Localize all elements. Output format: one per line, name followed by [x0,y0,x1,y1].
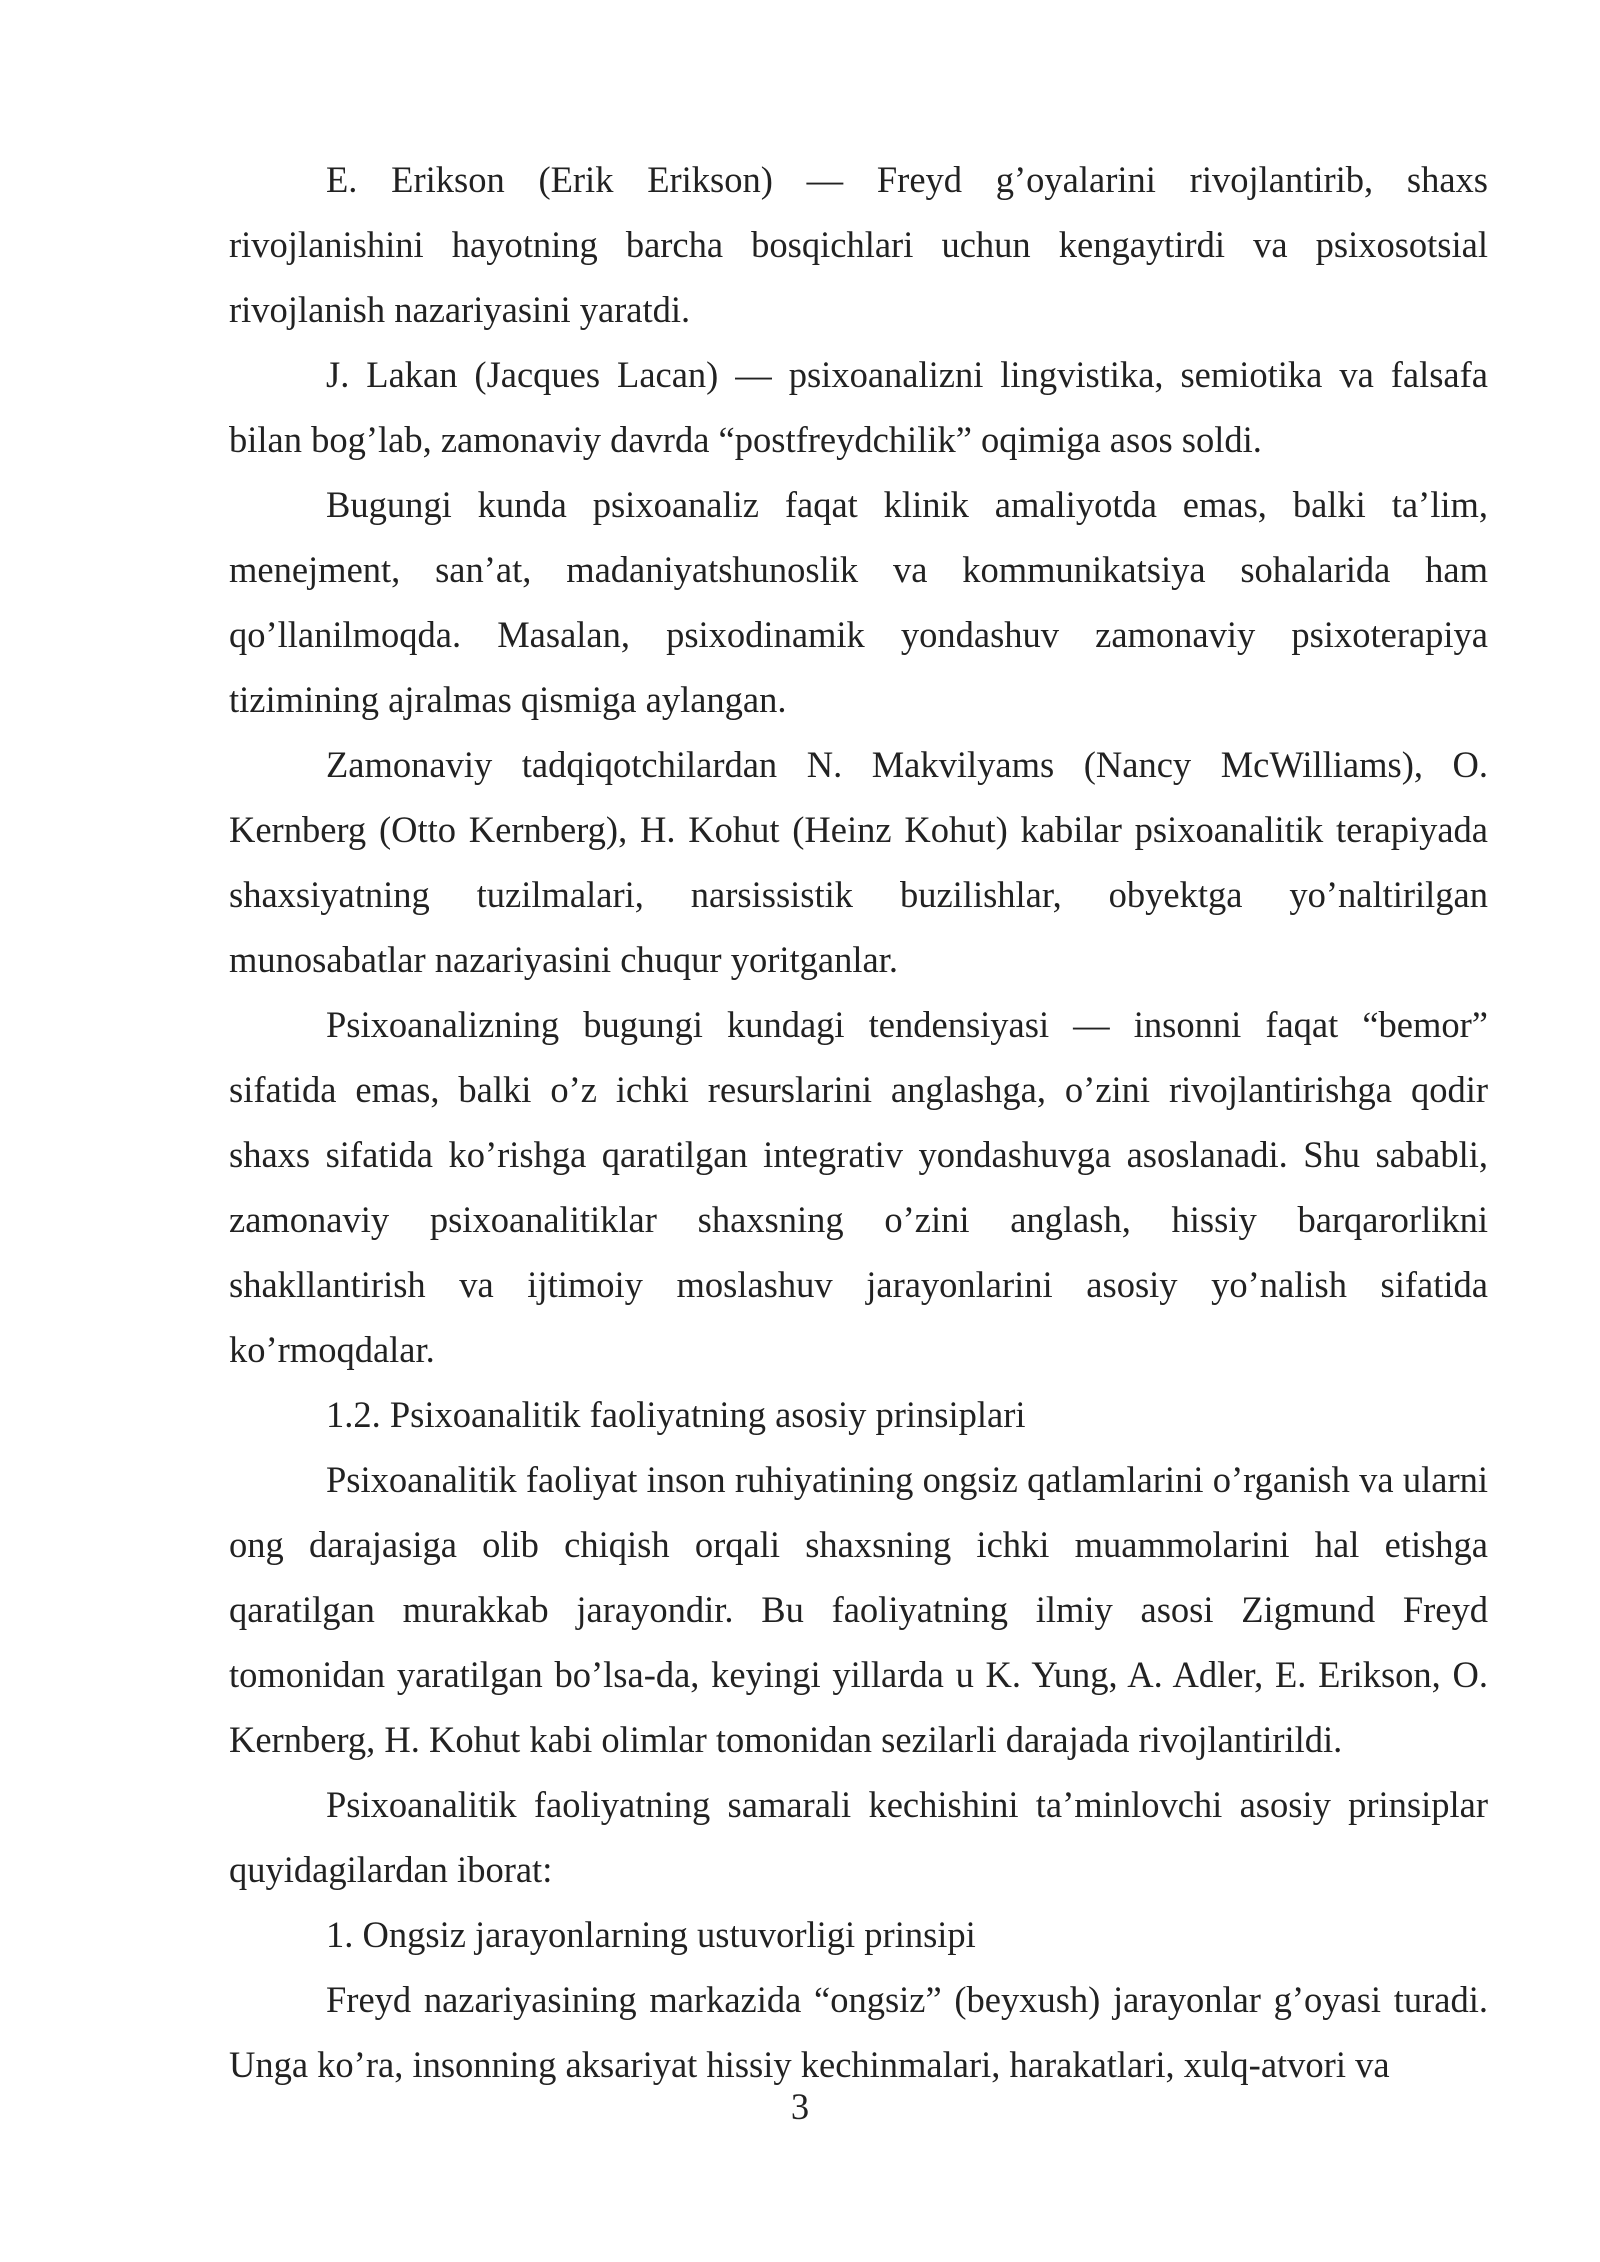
paragraph-tendency: Psixoanalizning bugungi kundagi tendensiyasi — insonni faqat “bemor” sifatida emas, balki o’z ichki resurslarini anglashga, o’zini rivojlantirishga qodir shaxs sifatida ko’rishga qaratilgan integrativ yondashuvga asoslanadi. Shu sababli, zamonaviy psixoanalitiklar shaxsning o’zini anglash, hissiy barqarorlikni shakllantirish va ijtimoiy moslashuv jarayonlarini asosiy yo’nalish sifatida ko’rmoqdalar. [229,1004,1488,1370]
paragraph-modern-researchers: Zamonaviy tadqiqotchilardan N. Makvilyams (Nancy McWilliams), O. Kernberg (Otto Kernberg), H. Kohut (Heinz Kohut) kabilar psixoanalitik terapiyada shaxsiyatning tuzilmalari, narsissistik buzilishlar, obyektga yo’naltirilgan munosabatlar nazariyasini chuqur yoritganlar. [229,744,1488,980]
paragraph-lakan: J. Lakan (Jacques Lacan) — psixoanalizni lingvistika, semiotika va falsafa bilan bog’lab, zamonaviy davrda “postfreydchilik” oqimiga asos soldi. [229,354,1488,460]
paragraph-principles-intro: Psixoanalitik faoliyatning samarali kechishini ta’minlovchi asosiy prinsiplar quyidagilardan iborat: [229,1784,1488,1890]
paragraph-unconscious: Freyd nazariyasining markazida “ongsiz” (beyxush) jarayonlar g’oyasi turadi. Unga ko’ra, insonning aksariyat hissiy kechinmalari, harakatlari, xulq-atvori va [229,1979,1488,2085]
page-body [229,147,1488,2097]
section-heading: 1.2. Psixoanalitik faoliyatning asosiy prinsiplari [326,1394,1026,1435]
principle-heading-1: 1. Ongsiz jarayonlarning ustuvorligi prinsipi [326,1914,976,1955]
paragraph-erikson: E. Erikson (Erik Erikson) — Freyd g’oyalarini rivojlantirib, shaxs rivojlanishini hayotning barcha bosqichlari uchun kengaytirdi va psixosotsial rivojlanish nazariyasini yaratdi. [229,159,1488,330]
paragraph-modern-applications: Bugungi kunda psixoanaliz faqat klinik amaliyotda emas, balki ta’lim, menejment, san’at, madaniyatshunoslik va kommunikatsiya sohalarida ham qo’llanilmoqda. Masalan, psixodinamik yondashuv zamonaviy psixoterapiya tizimining ajralmas qismiga aylangan. [229,484,1488,720]
page-number: 3 [790,2086,810,2127]
paragraph-psychoanalytic-activity: Psixoanalitik faoliyat inson ruhiyatining ongsiz qatlamlarini o’rganish va ularni ong darajasiga olib chiqish orqali shaxsning ichki muammolarini hal etishga qaratilgan murakkab jarayondir. Bu faoliyatning ilmiy asosi Zigmund Freyd tomonidan yaratilgan bo’lsa-da, keyingi yillarda u K. Yung, A. Adler, E. Erikson, O. Kernberg, H. Kohut kabi olimlar tomonidan sezilarli darajada rivojlantirildi. [229,1459,1488,1760]
